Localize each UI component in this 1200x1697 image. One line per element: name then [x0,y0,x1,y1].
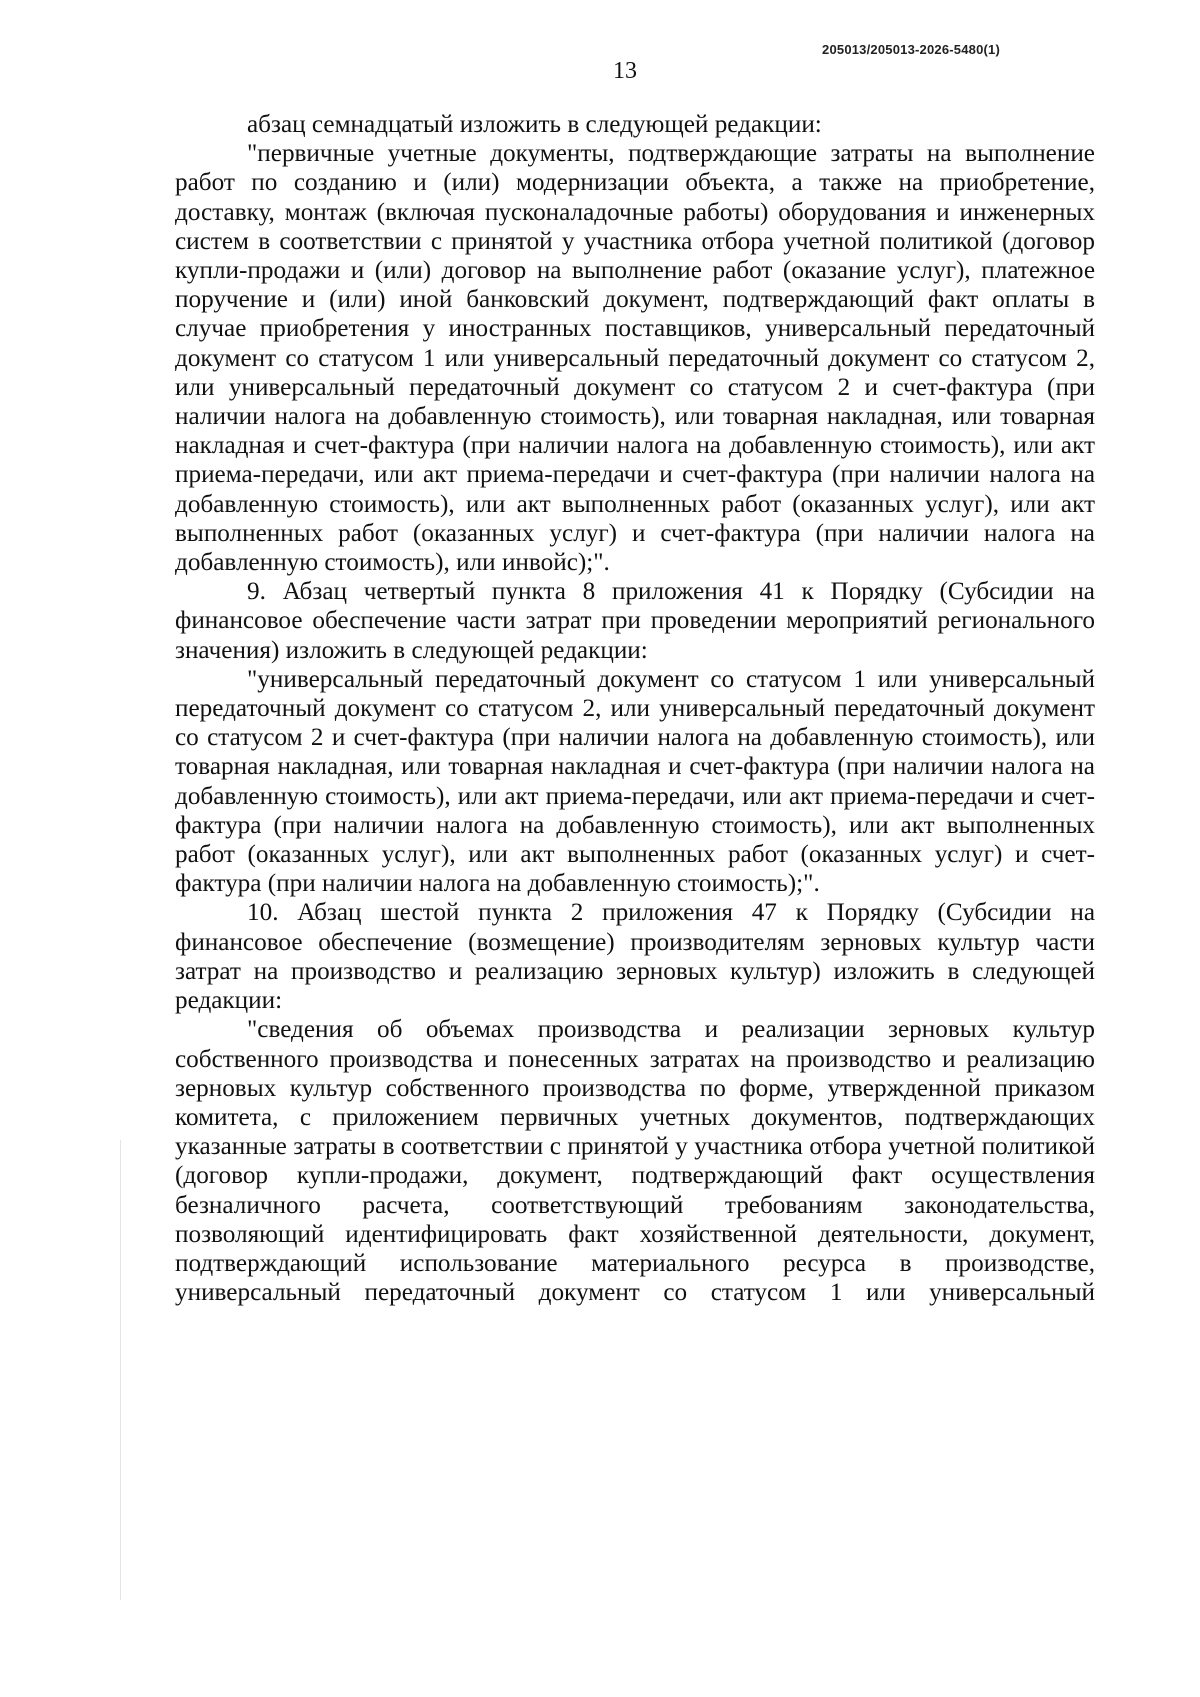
document-body [175,110,1095,1307]
paragraph-abzac-17-intro: абзац семнадцатый изложить в следующей редакции: [247,111,822,138]
document-id: 205013/205013-2026-5480(1) [822,42,1000,57]
paragraph-item-9: 9. Абзац четвертый пункта 8 приложения 41 к Порядку (Субсидии на финансовое обеспечение части затрат при проведении мероприятий регионального значения) изложить в следующей редакции: [175,578,1095,664]
paragraph-item-10-quote: "сведения об объемах производства и реализации зерновых культур собственного производства и понесенных затратах на производство и реализацию зерновых культур собственного производства по форме, утвержденной приказом комитета, с приложением первичных учетных документов, подтверждающих указанные затраты в соответствии с принятой у участника отбора учетной политикой (договор купли-продажи, документ, подтверждающий факт осуществления безналичного расчета, соответствующий требованиям законодательства, позволяющий идентифицировать факт хозяйственной деятельности, документ, подтверждающий использование материального ресурса в производстве, универсальный передаточный документ со статусом 1 или универсальный [175,1016,1095,1307]
paragraph-primary-documents-quote: "первичные учетные документы, подтверждающие затраты на выполнение работ по созданию и (или) модернизации объекта, а также на приобретение, доставку, монтаж (включая пусконаладочные работы) оборудования и инженерных систем в соответствии с принятой у участника отбора учетной политикой (договор купли-продажи и (или) договор на выполнение работ (оказание услуг), платежное поручение и (или) иной банковский документ, подтверждающий факт оплаты в случае приобретения у иностранных поставщиков, универсальный передаточный документ со статусом 1 или универсальный передаточный документ со статусом 2, или универсальный передаточный документ со статусом 2 и счет-фактура (при наличии налога на добавленную стоимость), или товарная накладная, или товарная накладная и счет-фактура (при наличии налога на добавленную стоимость), или акт приема-передачи, или акт приема-передачи и счет-фактура (при наличии налога на добавленную стоимость), или акт выполненных работ (оказанных услуг), или акт выполненных работ (оказанных услуг) и счет-фактура (при наличии налога на добавленную стоимость), или инвойс);". [175,140,1095,577]
paragraph-item-10: 10. Абзац шестой пункта 2 приложения 47 к Порядку (Субсидии на финансовое обеспечение (возмещение) производителям зерновых культур части затрат на производство и реализацию зерновых культур) изложить в следующей редакции: [175,899,1095,1015]
page-number: 13 [613,58,637,84]
paragraph-item-9-quote: "универсальный передаточный документ со статусом 1 или универсальный передаточный документ со статусом 2, или универсальный передаточный документ со статусом 2 и счет-фактура (при наличии налога на добавленную стоимость), или товарная накладная, или товарная накладная и счет-фактура (при наличии налога на добавленную стоимость), или акт приема-передачи, или акт приема-передачи и счет-фактура (при наличии налога на добавленную стоимость), или акт выполненных работ (оказанных услуг), или акт выполненных работ (оказанных услуг) и счет-фактура (при наличии налога на добавленную стоимость);". [175,665,1095,898]
margin-line [120,1140,121,1600]
